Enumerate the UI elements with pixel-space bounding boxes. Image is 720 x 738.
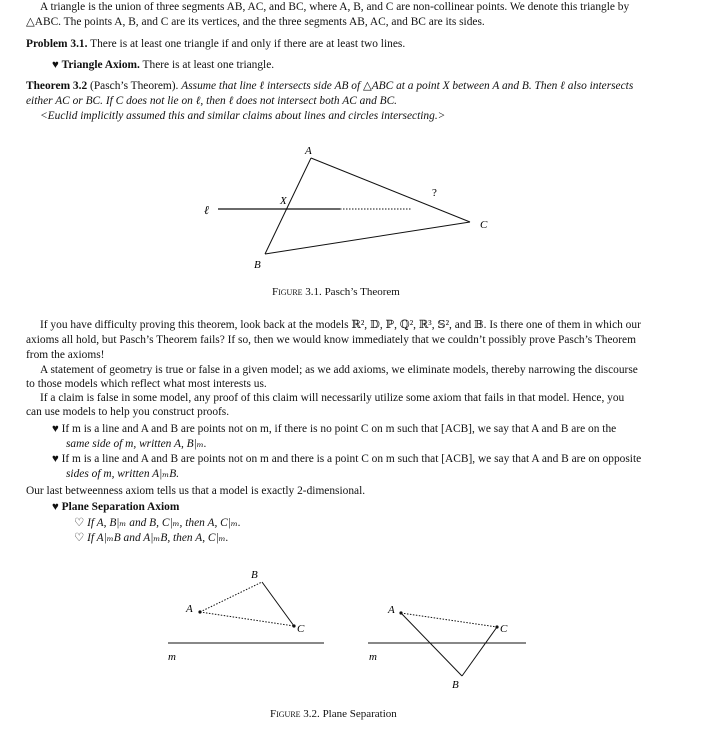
left-label-a: A	[186, 603, 193, 615]
bullet-opposite-text-1: If m is a line and A and B are points not on m and there is a point C on m such that [ACB], we say that A and B are on opposite	[61, 453, 642, 465]
label-ell: ℓ	[204, 203, 209, 217]
bullet-same-side-line-2: same side of m, written A, B|ₘ.	[66, 438, 207, 450]
heart-bullet-icon: ♥	[52, 423, 59, 435]
right-segment-ac	[401, 613, 497, 627]
theorem-label: Theorem 3.2	[26, 80, 88, 92]
plane-separation-rule-1-text: If A, B|ₘ and B, C|ₘ, then A, C|ₘ.	[87, 517, 241, 529]
intro-line-1: A triangle is the union of three segments AB, AC, and BC, where A, B, and C are non-collinear points. We denote this triangle by	[40, 1, 630, 13]
right-point-c	[495, 625, 498, 628]
right-point-a	[399, 611, 402, 614]
body-p1-line-1: If you have difficulty proving this theorem, look back at the models ℝ², 𝔻, ℙ, ℚ², ℝ³, 𝕊², and 𝔹. Is there one of them in which our	[40, 319, 641, 331]
body-p3-line-2: can use models to help you construct proofs.	[26, 406, 230, 418]
figure-3-1-caption-text: Pasch’s Theorem	[324, 286, 400, 298]
left-segment-ab	[200, 582, 262, 612]
heart-bullet-icon: ♥	[52, 501, 59, 513]
left-label-c: C	[297, 623, 305, 635]
triangle-axiom-label: Triangle Axiom.	[61, 59, 140, 71]
plane-separation-rule-2-text: If A|ₘB and A|ₘB, then A, C|ₘ.	[87, 532, 229, 544]
theorem-line-2: either AC or BC. If C does not lie on ℓ, then ℓ does not intersect both AC and BC.	[26, 95, 398, 107]
problem-label: Problem 3.1.	[26, 38, 88, 50]
last-axiom-intro: Our last betweenness axiom tells us that a model is exactly 2-dimensional.	[26, 485, 366, 497]
left-label-b: B	[251, 569, 258, 581]
left-point-c	[292, 624, 295, 627]
right-label-c: C	[500, 623, 508, 635]
label-b: B	[254, 259, 261, 271]
right-label-m: m	[369, 651, 377, 663]
open-heart-bullet-icon: ♡	[74, 517, 85, 529]
right-label-a: A	[388, 604, 395, 616]
label-question: ?	[432, 187, 437, 199]
heart-bullet-icon: ♥	[52, 59, 59, 71]
theorem-text-1: Assume that line ℓ intersects side AB of △ABC at a point X between A and B. Then ℓ also intersects	[181, 80, 634, 92]
figure-3-2-caption-text: Plane Separation	[322, 708, 397, 720]
right-segment-ab	[401, 613, 462, 676]
label-a: A	[305, 145, 312, 157]
plane-separation-label: Plane Separation Axiom	[61, 501, 180, 513]
open-heart-bullet-icon: ♡	[74, 532, 85, 544]
left-segment-bc	[262, 582, 294, 626]
body-p2-line-1: A statement of geometry is true or false in a given model; as we add axioms, we eliminate models, thereby narrowing the discourse	[40, 364, 638, 376]
left-point-a	[198, 610, 201, 613]
figure-3-2-caption-label: Figure 3.2.	[270, 708, 320, 720]
bullet-same-side-text-1: If m is a line and A and B are points not on m, if there is no point C on m such that [ACB], we say that A and B are on the	[61, 423, 617, 435]
problem-text: There is at least one triangle if and only if there are at least two lines.	[90, 38, 406, 50]
body-p1-line-3: from the axioms!	[26, 349, 105, 361]
left-label-m: m	[168, 651, 176, 663]
label-x: X	[280, 195, 287, 207]
intro-line-2: △ABC. The points A, B, and C are its vertices, and the three segments AB, AC, and BC are its sides.	[26, 16, 485, 28]
label-c: C	[480, 219, 488, 231]
theorem-name: (Pasch’s Theorem).	[90, 80, 179, 92]
theorem-note: <Euclid implicitly assumed this and similar claims about lines and circles intersecting.>	[40, 110, 446, 122]
triangle-axiom-text: There is at least one triangle.	[142, 59, 275, 71]
body-p3-line-1: If a claim is false in some model, any proof of this claim will necessarily utilize some axiom that fails in that model. Hence, you	[40, 392, 625, 404]
body-p2-line-2: to those models which reflect what most interests us.	[26, 378, 267, 390]
heart-bullet-icon: ♥	[52, 453, 59, 465]
figure-3-1-caption-label: Figure 3.1.	[272, 286, 322, 298]
right-segment-bc	[462, 627, 497, 676]
body-p1-line-2: axioms all hold, but Pasch’s Theorem fails? If so, then we would know immediately that we couldn’t possibly prove Pasch’s Theorem	[26, 334, 636, 346]
figure-3-2-caption	[270, 708, 397, 720]
right-label-b: B	[452, 679, 459, 691]
bullet-opposite-line-2: sides of m, written A|ₘB.	[66, 468, 180, 480]
left-segment-ac	[200, 612, 294, 626]
